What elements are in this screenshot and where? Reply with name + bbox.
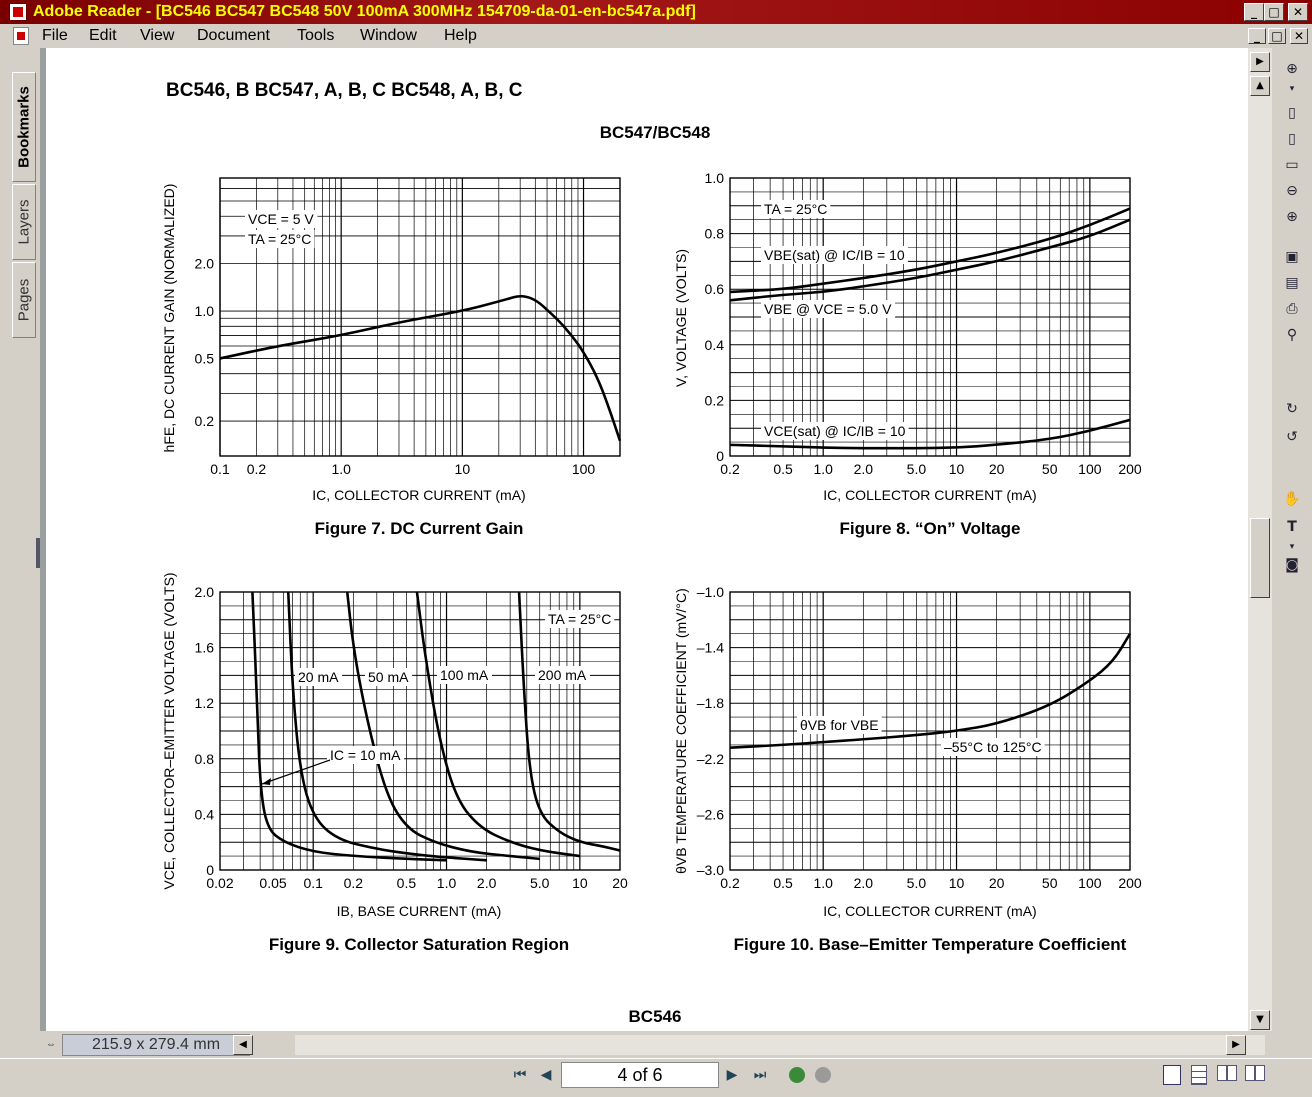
x-tick-label: 10 xyxy=(454,461,471,477)
chart9-series-3 xyxy=(417,592,580,856)
y-tick-label: 0.4 xyxy=(194,806,214,823)
y-tick-label: –1.0 xyxy=(696,584,724,600)
y-tick-label: –2.2 xyxy=(696,750,724,767)
y-tick-label: –1.4 xyxy=(696,639,724,656)
x-tick-label: 5.0 xyxy=(529,875,550,891)
chart9-series-1 xyxy=(288,592,486,860)
x-tick-label: 200 xyxy=(1118,461,1142,477)
fig9-arrowhead xyxy=(262,778,271,785)
x-tick-label: 100 xyxy=(1078,875,1102,891)
chart8-ylabel: V, VOLTAGE (VOLTS) xyxy=(673,249,689,387)
tab-pages[interactable] xyxy=(12,262,36,338)
next-page-icon[interactable]: ▶ xyxy=(726,1067,738,1083)
fig8-condition-ta: TA = 25°C xyxy=(764,201,828,217)
minimize-button[interactable]: _ xyxy=(1244,3,1264,21)
fit-width-icon[interactable]: ▭ xyxy=(1285,157,1299,173)
scroll-right-arrow-bottom[interactable]: ▶ xyxy=(1226,1035,1246,1055)
document-viewer[interactable] xyxy=(40,48,1248,1031)
fig7-condition-ta: TA = 25°C xyxy=(248,231,312,247)
y-tick-label: 0.2 xyxy=(704,392,724,409)
x-tick-label: 0.2 xyxy=(720,461,740,477)
vertical-scroll-thumb[interactable] xyxy=(1250,518,1270,598)
single-page-layout-icon[interactable] xyxy=(1163,1065,1181,1085)
scroll-right-arrow[interactable]: ▶ xyxy=(1250,52,1270,72)
continuous-facing-layout-icon[interactable] xyxy=(1245,1065,1265,1081)
fig10-condition-temp: –55°C to 125°C xyxy=(944,739,1042,755)
menu-tools[interactable]: Tools xyxy=(297,27,335,44)
chart9-caption: Figure 9. Collector Saturation Region xyxy=(268,935,570,954)
x-tick-label: 10 xyxy=(948,461,965,477)
x-tick-label: 0.1 xyxy=(303,875,323,891)
y-tick-label: 0.6 xyxy=(704,281,724,298)
fig9-leader-arrow xyxy=(262,760,330,784)
page-size-toggle-icon[interactable]: ⇔ xyxy=(46,1039,56,1050)
continuous-layout-icon[interactable] xyxy=(1191,1065,1207,1085)
rotate-counterclockwise-icon[interactable]: ↺ xyxy=(1286,429,1298,445)
save-icon[interactable]: ▤ xyxy=(1285,275,1299,291)
menu-document[interactable]: Document xyxy=(197,27,270,44)
doc-restore-button[interactable]: □ xyxy=(1268,28,1286,44)
y-tick-label: 0.5 xyxy=(194,350,214,367)
x-tick-label: 0.5 xyxy=(773,875,793,891)
chart7-caption: Figure 7. DC Current Gain xyxy=(314,519,524,538)
menu-help[interactable]: Help xyxy=(444,27,477,44)
chart9-series-2 xyxy=(347,592,539,859)
actual-size-icon[interactable]: ▯ xyxy=(1288,105,1296,121)
zoom-in-button-icon[interactable]: ⊕ xyxy=(1286,209,1298,225)
x-tick-label: 20 xyxy=(612,875,628,891)
fig9-label-10ma: IC = 10 mA xyxy=(330,747,401,763)
y-tick-label: 0.8 xyxy=(194,750,214,767)
page-size-display: 215.9 x 279.4 mm xyxy=(62,1034,250,1056)
x-tick-label: 0.2 xyxy=(720,875,740,891)
x-tick-label: 1.0 xyxy=(331,461,351,477)
pdf-page xyxy=(46,48,1248,1031)
chart7 xyxy=(161,178,620,538)
doc-header: BC546, B BC547, A, B, C BC548, A, B, C xyxy=(166,80,523,101)
right-toolbar xyxy=(1272,48,1312,1058)
close-button[interactable]: ✕ xyxy=(1288,3,1308,21)
menu-window[interactable]: Window xyxy=(360,27,417,44)
adobe-reader-icon xyxy=(9,3,27,21)
x-tick-label: 10 xyxy=(572,875,588,891)
x-tick-label: 50 xyxy=(1041,875,1058,891)
first-page-icon[interactable]: ⏮ xyxy=(513,1067,527,1083)
doc-minimize-button[interactable]: _ xyxy=(1248,28,1266,44)
x-tick-label: 0.2 xyxy=(343,875,364,891)
zoom-in-icon[interactable]: ⊕ xyxy=(1286,61,1298,77)
y-tick-label: 0 xyxy=(716,448,724,464)
y-tick-label: 0.4 xyxy=(704,336,724,353)
y-tick-label: –3.0 xyxy=(696,862,724,878)
x-tick-label: 50 xyxy=(1041,461,1058,477)
previous-page-icon[interactable]: ◀ xyxy=(540,1067,552,1083)
x-tick-label: 20 xyxy=(988,875,1005,891)
x-tick-label: 2.0 xyxy=(853,461,874,477)
fig9-label-200ma: 200 mA xyxy=(538,667,587,683)
y-tick-label: –2.6 xyxy=(696,806,724,823)
document-icon[interactable] xyxy=(13,27,29,45)
open-icon[interactable]: ▣ xyxy=(1285,249,1299,265)
y-tick-label: 2.0 xyxy=(194,584,214,600)
chart8-caption: Figure 8. “On” Voltage xyxy=(839,519,1021,538)
chart8-xlabel: IC, COLLECTOR CURRENT (mA) xyxy=(823,487,1037,503)
fit-page-icon[interactable]: ▯ xyxy=(1288,131,1296,147)
tab-bookmarks[interactable] xyxy=(12,72,36,182)
zoom-out-button-icon[interactable]: ⊖ xyxy=(1286,183,1298,199)
fig9-label-50ma: 50 mA xyxy=(368,669,409,685)
text-select-icon[interactable]: T xyxy=(1287,519,1297,535)
window-title: Adobe Reader - [BC546 BC547 BC548 50V 100mA 300MHz 154709-da-01-en-bc547a.pdf] xyxy=(33,3,696,20)
x-tick-label: 0.05 xyxy=(259,875,287,891)
chart7-ylabel: hFE, DC CURRENT GAIN (NORMALIZED) xyxy=(161,183,177,453)
y-tick-label: 0.8 xyxy=(704,225,724,242)
x-tick-label: 100 xyxy=(1078,461,1102,477)
y-tick-label: 1.6 xyxy=(194,639,214,656)
chart9-series-0 xyxy=(252,592,446,860)
x-tick-label: 200 xyxy=(1118,875,1142,891)
footer-section: BC546 xyxy=(628,1007,682,1026)
chart9-series-4 xyxy=(519,592,620,851)
title-bar xyxy=(0,0,1312,24)
menu-bar xyxy=(0,24,1312,48)
scroll-up-arrow[interactable]: ▲ xyxy=(1250,76,1270,96)
chart7-xlabel: IC, COLLECTOR CURRENT (mA) xyxy=(312,487,526,503)
fig9-label-100ma: 100 mA xyxy=(440,667,489,683)
x-tick-label: 0.02 xyxy=(206,875,234,891)
page-number-field[interactable]: 4 of 6 xyxy=(561,1062,719,1088)
status-bar xyxy=(0,1058,1312,1097)
fig10-label-theta: θVB for VBE xyxy=(800,717,879,733)
y-tick-label: 1.0 xyxy=(704,170,724,186)
x-tick-label: 5.0 xyxy=(906,875,927,891)
vertical-scrollbar[interactable] xyxy=(1248,48,1272,1031)
fig8-label-vcesat: VCE(sat) @ IC/IB = 10 xyxy=(764,423,906,439)
hand-tool-icon[interactable]: ✋ xyxy=(1283,491,1301,507)
x-tick-label: 2.0 xyxy=(853,875,874,891)
zoom-dropdown-icon[interactable]: ▾ xyxy=(1289,84,1295,94)
x-tick-label: 1.0 xyxy=(813,875,833,891)
chart9-xlabel: IB, BASE CURRENT (mA) xyxy=(336,903,502,919)
menu-edit[interactable]: Edit xyxy=(89,27,117,44)
x-tick-label: 1.0 xyxy=(436,875,457,891)
tab-layers[interactable] xyxy=(12,184,36,260)
scroll-down-arrow[interactable]: ▼ xyxy=(1250,1010,1270,1030)
chart10-grid xyxy=(730,592,1130,870)
menu-view[interactable]: View xyxy=(140,27,175,44)
last-page-icon[interactable]: ⏭ xyxy=(753,1067,767,1083)
y-tick-label: 0 xyxy=(206,862,214,878)
x-tick-label: 5.0 xyxy=(906,461,927,477)
y-tick-label: 1.2 xyxy=(194,695,214,712)
fig9-label-20ma: 20 mA xyxy=(298,669,339,685)
y-tick-label: 0.2 xyxy=(194,413,214,430)
chart10-ylabel: θVB TEMPERATURE COEFFICIENT (mV/°C) xyxy=(673,588,689,874)
snapshot-icon[interactable]: ◙ xyxy=(1285,557,1299,573)
rotate-clockwise-icon[interactable]: ↻ xyxy=(1286,401,1298,417)
x-tick-label: 0.1 xyxy=(210,461,230,477)
print-icon[interactable]: ⎙ xyxy=(1286,301,1298,317)
chart10-caption: Figure 10. Base–Emitter Temperature Coefficient xyxy=(733,935,1127,954)
navigation-pane xyxy=(0,48,40,1058)
x-tick-label: 0.5 xyxy=(773,461,793,477)
chart9-grid xyxy=(220,592,620,870)
chart10 xyxy=(673,584,1142,954)
x-tick-label: 0.2 xyxy=(246,461,267,477)
x-tick-label: 0.5 xyxy=(396,875,417,891)
doc-close-button[interactable]: ✕ xyxy=(1290,28,1308,44)
y-tick-label: 2.0 xyxy=(194,255,214,272)
x-tick-label: 1.0 xyxy=(813,461,833,477)
fig8-label-vbesat: VBE(sat) @ IC/IB = 10 xyxy=(764,247,905,263)
maximize-button[interactable]: □ xyxy=(1264,3,1284,21)
horizontal-scrollbar xyxy=(40,1031,1248,1058)
y-tick-label: –1.8 xyxy=(696,695,724,712)
x-tick-label: 20 xyxy=(988,461,1005,477)
x-tick-label: 100 xyxy=(571,461,596,477)
section-title: BC547/BC548 xyxy=(599,123,711,142)
facing-layout-icon[interactable] xyxy=(1217,1065,1237,1081)
fig7-condition-vce: VCE = 5 V xyxy=(248,211,314,227)
tab-pages-label: Pages xyxy=(15,278,33,322)
fig8-label-vbe: VBE @ VCE = 5.0 V xyxy=(764,301,892,317)
tab-layers-label: Layers xyxy=(15,199,33,245)
horizontal-scroll-track[interactable] xyxy=(295,1035,1265,1055)
chart10-xlabel: IC, COLLECTOR CURRENT (mA) xyxy=(823,903,1037,919)
chart8 xyxy=(673,170,1142,538)
x-tick-label: 10 xyxy=(948,875,965,891)
chart9-ylabel: VCE, COLLECTOR–EMITTER VOLTAGE (VOLTS) xyxy=(161,572,177,890)
x-tick-label: 2.0 xyxy=(476,875,497,891)
fig9-condition-ta: TA = 25°C xyxy=(548,611,612,627)
select-dropdown-icon[interactable]: ▾ xyxy=(1289,542,1295,552)
scroll-left-arrow[interactable]: ◀ xyxy=(233,1035,253,1055)
y-tick-label: 1.0 xyxy=(194,303,214,320)
go-forward-icon[interactable] xyxy=(815,1067,831,1083)
menu-file[interactable]: File xyxy=(42,27,68,44)
tab-bookmarks-label: Bookmarks xyxy=(15,86,33,168)
go-back-icon[interactable] xyxy=(789,1067,805,1083)
search-binoculars-icon[interactable]: ⚲ xyxy=(1286,327,1298,343)
